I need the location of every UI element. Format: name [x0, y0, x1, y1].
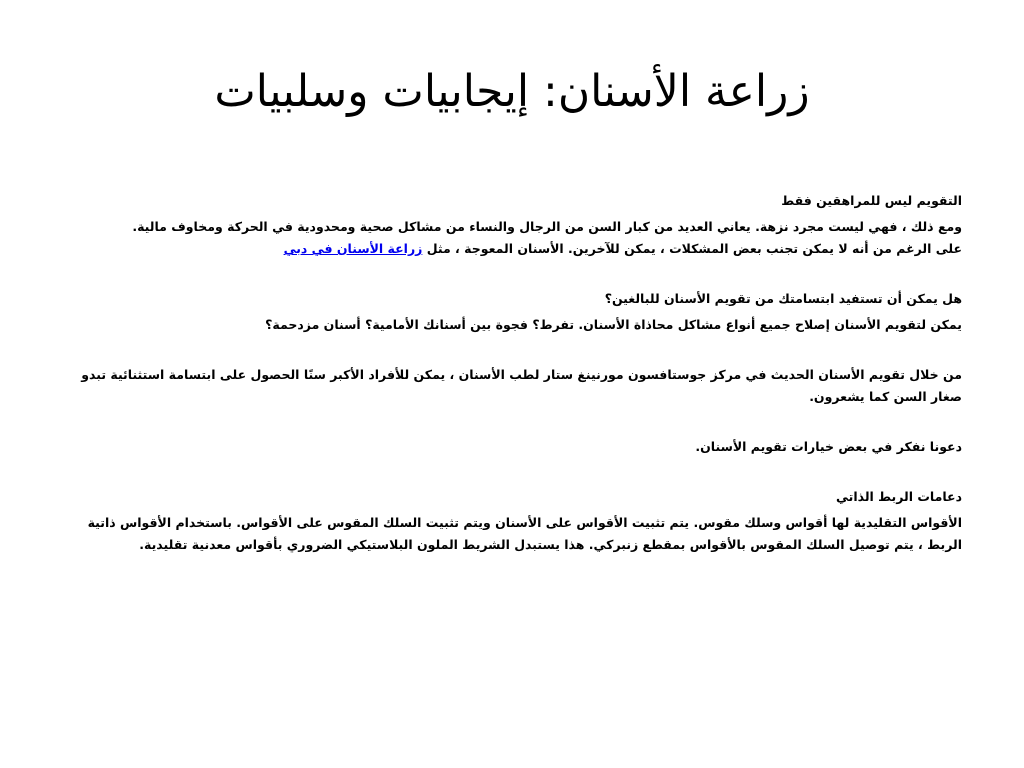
paragraph-orthodontic-options: دعونا نفكر في بعض خيارات تقويم الأسنان. — [695, 439, 962, 454]
section-heading-teens: التقويم ليس للمراهقين فقط — [781, 193, 962, 208]
paragraph-alignment-problems: يمكن لتقويم الأسنان إصلاح جميع أنواع مشاكل محاذاة الأسنان. تفرط؟ فجوة بين أسنانك الأمامية؟ أسنان مزدحمة؟ — [265, 317, 962, 332]
paragraph-modern-orthodontics: من خلال تقويم الأسنان الحديث في مركز جوستافسون مورنينغ ستار لطب الأسنان ، يمكن للأفراد الأكبر سنًا الحصول على ابتسامة استثنائية تبدو صغار السن كما يشعرون. — [81, 367, 962, 404]
paragraph-older-adults-line1: ومع ذلك ، فهي ليست مجرد نزهة. يعاني العديد من كبار السن من الرجال والنساء من مشاكل صحية ومحدودية في الحركة ومخاوف مالية. — [132, 219, 962, 234]
paragraph-older-adults — [66, 216, 962, 260]
dental-implants-dubai-link[interactable]: زراعة الأسنان في دبي — [283, 241, 423, 256]
slide-title: زراعة الأسنان: إيجابيات وسلبيات — [214, 66, 810, 117]
section-heading-self-ligating-braces: دعامات الربط الذاتي — [835, 489, 962, 504]
section-heading-adult-orthodontics: هل يمكن أن تستفيد ابتسامتك من تقويم الأسنان للبالغين؟ — [604, 291, 962, 306]
slide-body — [66, 190, 962, 556]
paragraph-self-ligating-braces: الأقواس التقليدية لها أقواس وسلك مقوس. يتم تثبيت الأقواس على الأسنان ويتم تثبيت السلك المقوس على الأقواس. باستخدام الأقواس ذاتية الربط ، يتم توصيل السلك المقوس بالأقواس بمقطع زنبركي. هذا يستبدل الشريط الملون البلاستيكي الضروري بأقواس معدنية تقليدية. — [87, 515, 962, 552]
paragraph-older-adults-line2: على الرغم من أنه لا يمكن تجنب بعض المشكلات ، يمكن للآخرين. الأسنان المعوجة ، مثل — [422, 241, 962, 256]
